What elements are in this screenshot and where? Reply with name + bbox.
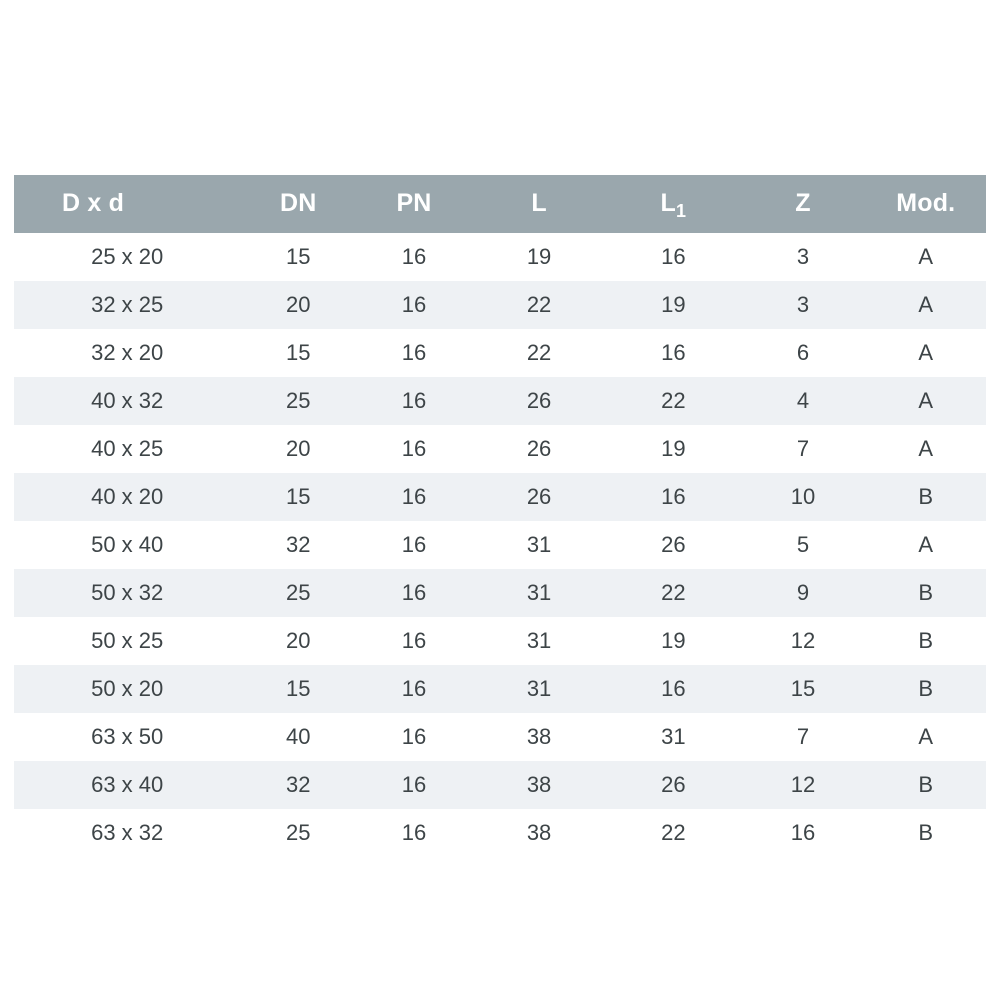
table-row <box>14 569 986 617</box>
cell-pn: 16 <box>356 713 472 761</box>
cell-pn: 16 <box>356 617 472 665</box>
cell-l: 19 <box>472 233 606 281</box>
cell-d-x-d: 40 x 20 <box>14 473 240 521</box>
header-pn: PN <box>356 175 472 233</box>
cell-mod: B <box>866 473 986 521</box>
header-z: Z <box>741 175 866 233</box>
table-row <box>14 521 986 569</box>
cell-pn: 16 <box>356 377 472 425</box>
cell-l1: 22 <box>606 377 740 425</box>
cell-d-x-d: 32 x 20 <box>14 329 240 377</box>
cell-mod: B <box>866 665 986 713</box>
cell-z: 12 <box>741 617 866 665</box>
cell-mod: B <box>866 569 986 617</box>
cell-d-x-d: 50 x 25 <box>14 617 240 665</box>
cell-dn: 20 <box>240 617 356 665</box>
cell-l1: 22 <box>606 569 740 617</box>
cell-d-x-d: 40 x 32 <box>14 377 240 425</box>
cell-mod: A <box>866 425 986 473</box>
header-dn: DN <box>240 175 356 233</box>
cell-l1: 19 <box>606 617 740 665</box>
cell-l1: 19 <box>606 281 740 329</box>
cell-z: 15 <box>741 665 866 713</box>
cell-z: 3 <box>741 281 866 329</box>
table-row <box>14 809 986 857</box>
cell-l1: 16 <box>606 473 740 521</box>
cell-z: 12 <box>741 761 866 809</box>
cell-z: 9 <box>741 569 866 617</box>
cell-l: 31 <box>472 521 606 569</box>
cell-l: 31 <box>472 617 606 665</box>
cell-dn: 15 <box>240 473 356 521</box>
table-row <box>14 761 986 809</box>
cell-l: 26 <box>472 473 606 521</box>
cell-d-x-d: 32 x 25 <box>14 281 240 329</box>
table-row <box>14 617 986 665</box>
cell-z: 3 <box>741 233 866 281</box>
cell-l1: 26 <box>606 521 740 569</box>
cell-z: 7 <box>741 425 866 473</box>
cell-l: 26 <box>472 377 606 425</box>
cell-pn: 16 <box>356 281 472 329</box>
table-row <box>14 377 986 425</box>
cell-mod: B <box>866 617 986 665</box>
cell-mod: A <box>866 233 986 281</box>
cell-dn: 20 <box>240 281 356 329</box>
cell-dn: 15 <box>240 665 356 713</box>
cell-dn: 25 <box>240 569 356 617</box>
cell-l1: 16 <box>606 329 740 377</box>
cell-dn: 25 <box>240 809 356 857</box>
cell-d-x-d: 63 x 50 <box>14 713 240 761</box>
cell-l1: 19 <box>606 425 740 473</box>
table-row <box>14 329 986 377</box>
cell-pn: 16 <box>356 665 472 713</box>
cell-d-x-d: 25 x 20 <box>14 233 240 281</box>
cell-d-x-d: 40 x 25 <box>14 425 240 473</box>
cell-l: 26 <box>472 425 606 473</box>
table-row <box>14 665 986 713</box>
cell-l: 22 <box>472 329 606 377</box>
cell-d-x-d: 63 x 40 <box>14 761 240 809</box>
cell-pn: 16 <box>356 761 472 809</box>
cell-mod: B <box>866 761 986 809</box>
table-row <box>14 281 986 329</box>
cell-mod: A <box>866 281 986 329</box>
cell-l1: 26 <box>606 761 740 809</box>
cell-d-x-d: 63 x 32 <box>14 809 240 857</box>
cell-dn: 32 <box>240 521 356 569</box>
cell-z: 10 <box>741 473 866 521</box>
cell-d-x-d: 50 x 40 <box>14 521 240 569</box>
cell-l: 38 <box>472 761 606 809</box>
cell-z: 6 <box>741 329 866 377</box>
header-l1-subscript: 1 <box>675 201 687 221</box>
cell-pn: 16 <box>356 329 472 377</box>
table-header-row <box>14 175 986 233</box>
cell-l1: 31 <box>606 713 740 761</box>
cell-l1: 16 <box>606 665 740 713</box>
cell-dn: 25 <box>240 377 356 425</box>
cell-l: 31 <box>472 569 606 617</box>
table-body <box>14 233 986 857</box>
cell-mod: A <box>866 713 986 761</box>
cell-d-x-d: 50 x 20 <box>14 665 240 713</box>
cell-l1: 16 <box>606 233 740 281</box>
cell-pn: 16 <box>356 569 472 617</box>
cell-pn: 16 <box>356 521 472 569</box>
header-l: L <box>472 175 606 233</box>
cell-dn: 15 <box>240 329 356 377</box>
cell-mod: A <box>866 521 986 569</box>
table-row <box>14 713 986 761</box>
cell-l1: 22 <box>606 809 740 857</box>
cell-pn: 16 <box>356 233 472 281</box>
cell-dn: 32 <box>240 761 356 809</box>
cell-dn: 40 <box>240 713 356 761</box>
table-header <box>14 175 986 233</box>
header-d-x-d: D x d <box>14 175 240 233</box>
dimensions-table <box>14 175 986 857</box>
cell-dn: 20 <box>240 425 356 473</box>
cell-pn: 16 <box>356 425 472 473</box>
cell-pn: 16 <box>356 473 472 521</box>
table-row <box>14 473 986 521</box>
header-l1-base: L <box>660 189 676 217</box>
cell-z: 5 <box>741 521 866 569</box>
cell-z: 4 <box>741 377 866 425</box>
header-l1 <box>606 175 740 233</box>
table-row <box>14 233 986 281</box>
cell-d-x-d: 50 x 32 <box>14 569 240 617</box>
cell-z: 7 <box>741 713 866 761</box>
cell-mod: A <box>866 329 986 377</box>
cell-dn: 15 <box>240 233 356 281</box>
cell-pn: 16 <box>356 809 472 857</box>
cell-mod: B <box>866 809 986 857</box>
cell-mod: A <box>866 377 986 425</box>
header-mod: Mod. <box>866 175 986 233</box>
cell-z: 16 <box>741 809 866 857</box>
cell-l: 22 <box>472 281 606 329</box>
cell-l: 38 <box>472 809 606 857</box>
cell-l: 38 <box>472 713 606 761</box>
table-row <box>14 425 986 473</box>
cell-l: 31 <box>472 665 606 713</box>
